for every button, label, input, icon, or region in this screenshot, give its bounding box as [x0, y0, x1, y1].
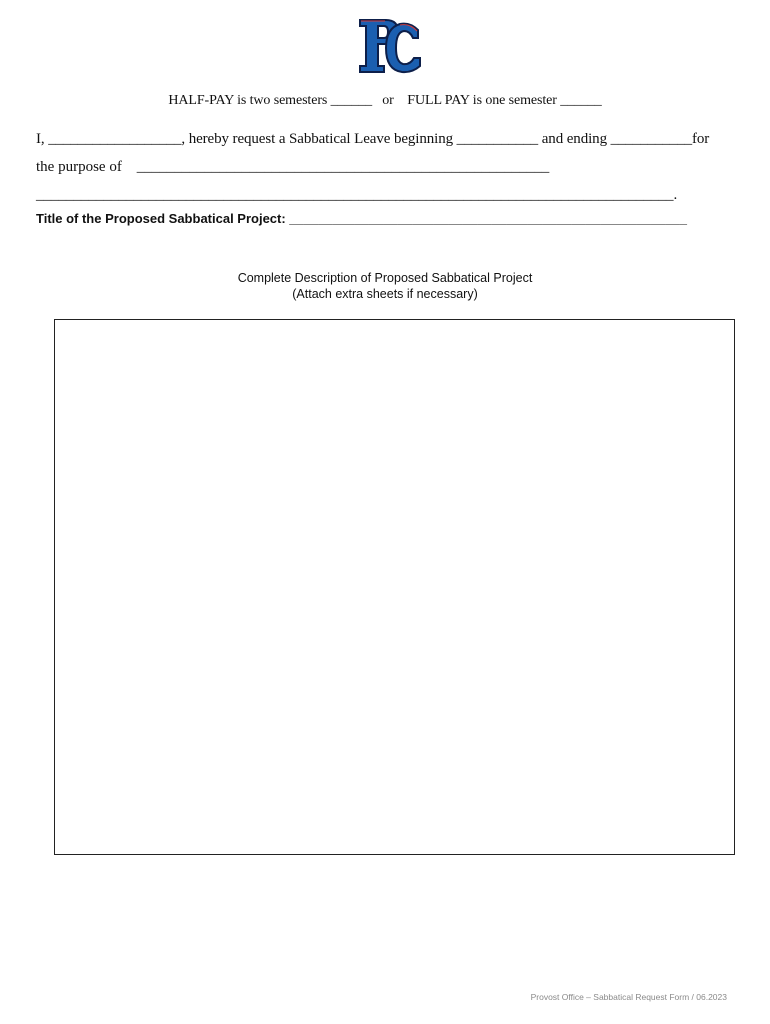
footer-text: Provost Office – Sabbatical Request Form / 06.2023	[530, 992, 727, 1002]
project-title-line: Title of the Proposed Sabbatical Project: _______________________________________________________	[36, 211, 687, 226]
pc-logo-icon	[356, 16, 424, 76]
description-heading: Complete Description of Proposed Sabbatical Project	[237, 271, 533, 285]
logo-letter-c	[386, 24, 420, 73]
sabbatical-request-line: I, __________________, hereby request a Sabbatical Leave beginning ___________ and ending ___________for	[36, 131, 710, 147]
purpose-line: the purpose of _______________________________________________________	[36, 159, 550, 175]
pay-option-line: HALF-PAY is two semesters ______ or FULL PAY is one semester ______	[168, 93, 602, 108]
project-description-box[interactable]	[54, 319, 735, 855]
pc-logo	[356, 16, 424, 76]
description-subheading: (Attach extra sheets if necessary)	[292, 287, 478, 301]
description-heading-block	[0, 270, 770, 302]
purpose-continuation-line: _____________________________________________________________________________________.	[36, 187, 678, 203]
